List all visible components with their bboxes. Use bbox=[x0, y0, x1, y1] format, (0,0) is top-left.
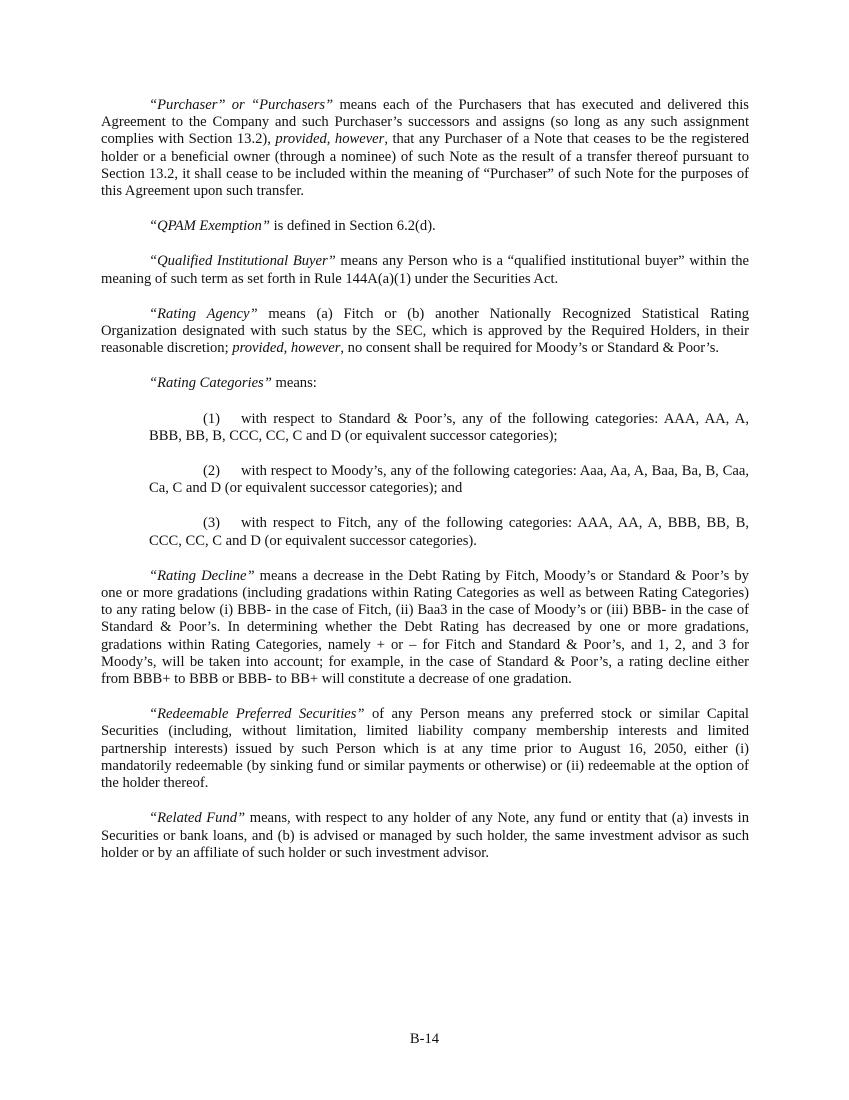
item-text: with respect to Fitch, any of the following categories: AAA, AA, A, BBB, BB, B, CCC, CC, C and D (or equivalent successor categories). bbox=[149, 515, 749, 549]
definition-qpam bbox=[101, 218, 749, 235]
definition-text: means (a) Fitch or (b) another Nationally Recognized Statistical Rating Organization designated with such status by the SEC, which is approved by the Required Holders, in their reasonable discretion; bbox=[101, 305, 749, 357]
definition-text: , that any Purchaser of a Note that ceases to be the registered holder or a beneficial owner (through a nominee) of such Note as the result of a transfer thereof pursuant to Section 13.2, it shall cease to be included within the meaning of “Purchaser” of such Note for the purposes of this Agreement upon such transfer. bbox=[101, 131, 749, 200]
definition-text: , no consent shall be required for Moody’s or Standard & Poor’s. bbox=[340, 340, 720, 357]
defined-term: “Purchaser” or “Purchasers” bbox=[149, 97, 334, 113]
defined-term: “Qualified Institutional Buyer” bbox=[149, 253, 336, 270]
defined-term: “Rating Agency” bbox=[149, 305, 258, 322]
rating-category-item bbox=[149, 463, 749, 497]
definition-text: means a decrease in the Debt Rating by Fitch, Moody’s or Standard & Poor’s by one or more gradations (including gradations within Rating Categories as well as between Rating Categories) to any rating below (i) BBB- in the case of Fitch, (ii) Baa3 in the case of Moody’s or (iii) BBB- in the case of Standard & Poor’s. In determining whether the Debt Rating has decreased by one or more gradations, gradations within Rating Categories, namely + or – for Fitch and Standard & Poor’s, and 1, 2, and 3 for Moody’s, will be taken into account; for example, in the case of Standard & Poor’s, a rating decline either from BBB+ to BBB or BBB- to BB+ will constitute a decrease of one gradation. bbox=[101, 567, 749, 688]
definition-text: means, with respect to any holder of any Note, any fund or entity that (a) invests in Securities or bank loans, and (b) is advised or managed by such holder, the same investment advisor as such holder or by an affiliate of such holder or such investment advisor. bbox=[101, 810, 749, 861]
defined-term: “Rating Decline” bbox=[149, 567, 255, 584]
definition-purchaser bbox=[101, 97, 749, 200]
proviso-text: provided, however bbox=[275, 131, 385, 148]
definition-rating-agency bbox=[101, 306, 749, 358]
defined-term: “Redeemable Preferred Securities” bbox=[149, 706, 365, 723]
defined-term: “Rating Categories” bbox=[149, 375, 272, 392]
definition-text: of any Person means any preferred stock or similar Capital Securities (including, without limitation, limited liability company membership interests and limited partnership interests) issued by such Person which is at any time prior to August 16, 2050, either (i) mandatorily redeemable (by sinking fund or similar payments or otherwise) or (ii) redeemable at the option of the holder thereof. bbox=[101, 706, 749, 792]
item-text: with respect to Moody’s, any of the following categories: Aaa, Aa, A, Baa, Ba, B, Caa, Ca, C and D (or equivalent successor categories); and bbox=[149, 463, 749, 497]
definition-text: means any Person who is a “qualified institutional buyer” within the meaning of such term as set forth in Rule 144A(a)(1) under the Securities Act. bbox=[101, 253, 749, 287]
rating-category-item bbox=[149, 411, 749, 445]
item-number: (3) bbox=[203, 515, 221, 532]
item-text: with respect to Standard & Poor’s, any of the following categories: AAA, AA, A, BBB, BB, B, CCC, CC, C and D (or equivalent successor categories); bbox=[149, 410, 749, 444]
item-number: (1) bbox=[203, 410, 221, 427]
definition-text: means each of the Purchasers that has executed and delivered this Agreement to the Company and such Purchaser’s successors and assigns (so long as any such assignment complies with Section 13.2), bbox=[101, 97, 749, 148]
rating-category-item bbox=[149, 515, 749, 549]
definition-text: means: bbox=[271, 375, 317, 392]
item-number: (2) bbox=[203, 463, 221, 480]
definition-rating-decline bbox=[101, 568, 749, 688]
definition-redeemable-preferred-securities bbox=[101, 706, 749, 792]
page-number: B-14 bbox=[409, 1031, 440, 1047]
definition-qib bbox=[101, 253, 749, 287]
proviso-text: provided, however bbox=[232, 340, 341, 357]
definition-related-fund bbox=[101, 810, 749, 862]
defined-term: “Related Fund” bbox=[149, 810, 246, 827]
document-page bbox=[101, 97, 749, 880]
definition-text: is defined in Section 6.2(d). bbox=[269, 218, 436, 235]
definition-rating-categories bbox=[101, 375, 749, 392]
defined-term: “QPAM Exemption” bbox=[149, 218, 270, 235]
